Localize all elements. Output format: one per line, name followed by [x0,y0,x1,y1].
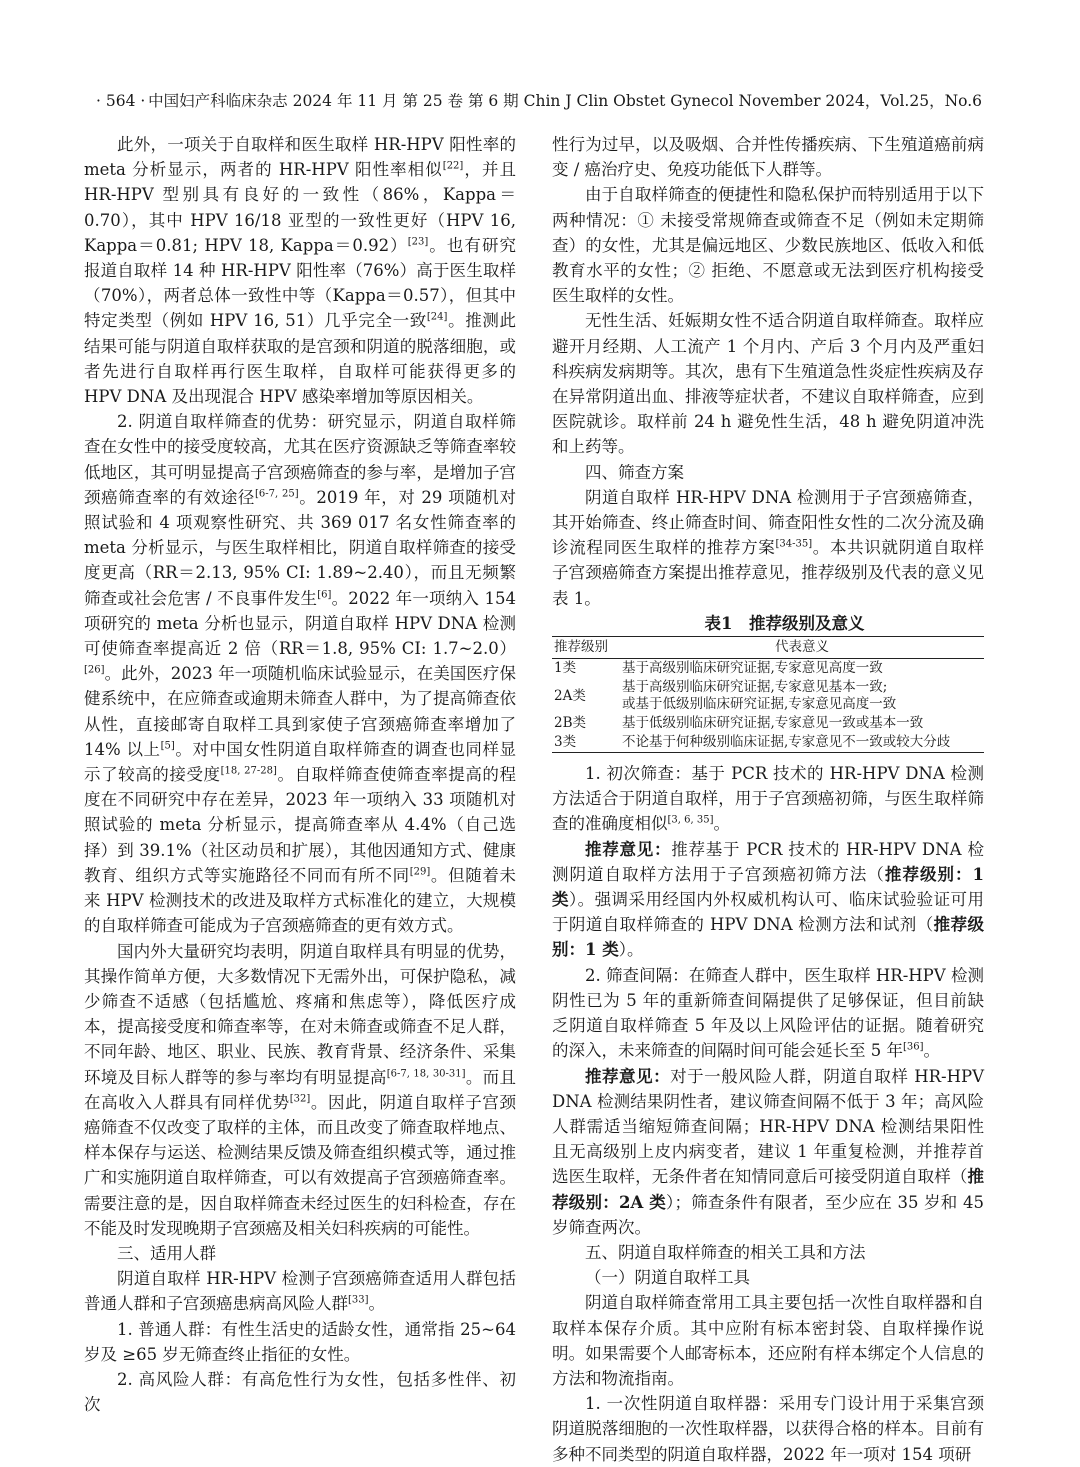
citation[interactable]: [22] [442,160,464,172]
citation[interactable]: [23] [407,236,429,248]
table-cell-level: 2B类 [554,715,587,732]
table-row [552,678,984,714]
table-caption: 表1 推荐级别及意义 [704,613,865,633]
recommendation-table [552,636,984,753]
column-header: 代表意义 [620,637,984,659]
paragraph: 推荐意见：推荐基于 PCR 技术的 HR-HPV DNA 检测阴道自取样方法用于子宫颈癌初筛方法（推荐级别：1 类）。强调采用经国内外权威机构认可、临床试验验证可用于阴道自取样筛查的 HPV DNA 检测方法和试剂（推荐级别：1 类）。 [552,839,985,960]
citation[interactable]: [18, 27-28] [220,765,277,777]
paragraph: 推荐意见：对于一般风险人群，阴道自取样 HR-HPV DNA 检测结果阴性者，建议筛查间隔不低于 3 年；高风险人群需适当缩短筛查间隔；HR-HPV DNA 检测结果阳性且无高级别上皮内病变者，建议 1 年重复检测，并推荐首选医生取样，无条件者在知情同意后可接受阴道自取样（推荐级别：2A 类）；筛查条件有限者，至少应在 35 岁和 45 岁筛查两次。 [552,1066,985,1237]
paragraph: 2. 筛查间隔：在筛查人群中，医生取样 HR-HPV 检测阴性已为 5 年的重新筛查间隔提供了足够保证，但目前缺乏阴道自取样筛查 5 年及以上风险评估的证据。随着研究的深入，未来筛查的间隔时间可能会延长至 5 年[36]。 [552,965,984,1061]
section-heading: 三、适用人群 [117,1243,216,1263]
paragraph: 国内外大量研究均表明，阴道自取样具有明显的优势，其操作简单方便，大多数情况下无需外出，可保护隐私，减少筛查不适感（包括尴尬、疼痛和焦虑等），降低医疗成本，提高接受度和筛查率等，在对未筛查或筛查不足人群，不同年龄、地区、职业、民族、教育背景、经济条件、采集环境及目标人群等的参与率均有明显提高[6-7, 18, 30-31]。而且在高收入人群具有同样优势[32]。因此，阴道自取样子宫颈癌筛查不仅改变了取样的主体，而且改变了筛查取样地点、样本保存与运送、检测结果反馈及筛查组织模式等，通过推广和实施阴道自取样筛查，可以有效提高子宫颈癌筛查率。需要注意的是，因自取样筛查未经过医生的妇科检查，存在不能及时发现晚期子宫颈癌及相关妇科疾病的可能性。 [84,941,517,1238]
citation[interactable]: [26] [84,664,105,676]
citation[interactable]: [6] [317,589,332,601]
table-cell-meaning: 不论基于何种级别临床证据,专家意见不一致或较大分歧 [622,734,951,751]
citation[interactable]: [36] [903,1041,924,1053]
paragraph: 无性生活、妊娠期女性不适合阴道自取样筛查。取样应避开月经期、人工流产 1 个月内、产后 3 个月内及严重妇科疾病发病期等。其次，患有下生殖道急性炎症性疾病及存在异常阴道出血、排液等症状者，不建议自取样筛查，应到医院就诊。取样前 24 h 避免性生活，48 h 避免阴道冲洗和上药等。 [552,311,984,457]
table-row [552,714,984,733]
table-cell-meaning: 基于高级别临床研究证据,专家意见基本一致; 或基于低级别临床研究证据,专家意见高度一致 [622,679,897,713]
recommendation-label: 推荐意见： [585,1066,671,1086]
table-cell-level: 2A类 [554,687,586,704]
paragraph: 阴道自取样 HR-HPV DNA 检测用于子宫颈癌筛查，其开始筛查、终止筛查时间、筛查阳性女性的二次分流及确诊流程同医生取样的推荐方案[34-35]。本共识就阴道自取样子宫颈癌筛查方案提出推荐意见，推荐级别及代表的意义见表 1。 [552,487,985,608]
page-number: · 564 · [96,92,146,110]
table-cell-meaning: 基于高级别临床研究证据,专家意见高度一致 [622,660,883,677]
table-cell-level: 3类 [554,734,577,751]
left-column [84,132,516,1417]
citation[interactable]: [33] [348,1294,369,1306]
citation[interactable]: [6-7, 18, 30-31] [386,1068,466,1080]
citation[interactable]: [24] [426,311,448,323]
citation[interactable]: [6-7, 25] [255,488,299,500]
column-header: 推荐级别 [552,637,620,659]
table-cell-level: 1类 [554,660,577,677]
table-row [552,659,984,679]
paragraph: 1. 初次筛查：基于 PCR 技术的 HR-HPV DNA 检测方法适合于阴道自取样，用于子宫颈癌初筛，与医生取样筛查的准确度相似[3, 6, 35]。 [552,764,984,834]
citation[interactable]: [29] [409,866,431,878]
section-heading: 五、阴道自取样筛查的相关工具和方法 [585,1242,866,1262]
paragraph: 此外，一项关于自取样和医生取样 HR-HPV 阳性率的 meta 分析显示，两者的 HR-HPV 阳性率相似[22]，并且 HR-HPV 型别具有良好的一致性（86%，Kappa＝0.70），其中 HPV 16/18 亚型的一致性更好（HPV 16, Kappa＝0.81; HPV 18, Kappa＝0.92）[23]。也有研究报道自取样 14 种 HR-HPV 阳性率（76%）高于医生取样（70%），两者总体一致性中等（Kappa＝0.57），但其中特定类型（例如 HPV 16, 51）几乎完全一致[24]。推测此结果可能与阴道自取样获取的是宫颈和阴道的脱落细胞，或者先进行自取样再行医生取样，自取样可能获得更多的 HPV DNA 及出现混合 HPV 感染率增加等原因相关。 [84,135,517,407]
paragraph: 性行为过早，以及吸烟、合并性传播疾病、下生殖道癌前病变 / 癌治疗史、免疫功能低下人群等。 [552,135,984,180]
paragraph: 阴道自取样 HR-HPV 检测子宫颈癌筛查适用人群包括普通人群和子宫颈癌患病高风险人群[33]。 [84,1269,516,1314]
running-header [96,88,982,114]
paragraph: 1. 一次性阴道自取样器：采用专门设计用于采集宫颈阴道脱落细胞的一次性取样器，以获得合格的样本。目前有多种不同类型的阴道自取样器，2022 年一项对 154 项研 [552,1394,984,1464]
paragraph: 1. 普通人群：有性生活史的适龄女性，通常指 25~64 岁及 ≥65 岁无筛查终止指征的女性。 [84,1319,516,1364]
paragraph: 由于自取样筛查的便捷性和隐私保护而特别适用于以下两种情况：① 未接受常规筛查或筛查不足（例如未定期筛查）的女性，尤其是偏远地区、少数民族地区、低收入和低教育水平的女性；② 拒绝、不愿意或无法到医疗机构接受医生取样的女性。 [552,185,984,306]
journal-citation: 中国妇产科临床杂志 2024 年 11 月 第 25 卷 第 6 期 Chin J Clin Obstet Gynecol November 2024，Vol.25，No.6 [148,92,982,110]
table-header-row [552,637,984,659]
section-heading: 四、筛查方案 [585,462,684,482]
citation[interactable]: [3, 6, 35] [667,814,714,826]
paragraph: 阴道自取样筛查常用工具主要包括一次性自取样器和自取样本保存介质。其中应附有标本密封袋、自取样操作说明。如果需要个人邮寄标本，还应附有样本绑定个人信息的方法和物流指南。 [552,1293,984,1388]
right-column [552,132,984,1467]
paragraph: 2. 高风险人群：有高危性行为女性，包括多性伴、初次 [84,1369,516,1415]
recommendation-label: 推荐意见： [585,839,672,859]
table-row [552,733,984,753]
table-cell-meaning: 基于低级别临床研究证据,专家意见一致或基本一致 [622,715,924,732]
citation[interactable]: [5] [160,740,175,752]
citation[interactable]: [32] [289,1093,311,1105]
citation[interactable]: [34-35] [775,538,813,550]
subsection-heading: （一）阴道自取样工具 [585,1268,750,1288]
paragraph: 2. 阴道自取样筛查的优势：研究显示，阴道自取样筛查在女性中的接受度较高，尤其在医疗资源缺乏等筛查率较低地区，其可明显提高子宫颈癌筛查的参与率，是增加子宫颈癌筛查率的有效途径[6-7, 25]。2019 年，对 29 项随机对照试验和 4 项观察性研究、共 369 017 名女性筛查率的 meta 分析显示，与医生取样相比，阴道自取样筛查的接受度更高（RR＝2.13, 95% CI: 1.89~2.40），而且无频繁筛查或社会危害 / 不良事件发生[6]。2022 年一项纳入 154 项研究的 meta 分析也显示，阴道自取样 HPV DNA 检测可使筛查率提高近 2 倍（RR＝1.8, 95% CI: 1.7~2.0）[26]。此外，2023 年一项随机临床试验显示，在美国医疗保健系统中，在应筛查或逾期未筛查人群中，为了提高筛查依从性，直接邮寄自取样工具到家使子宫颈癌筛查率增加了 14% 以上[5]。对中国女性阴道自取样筛查的调查也同样显示了较高的接受度[18, 27-28]。自取样筛查使筛查率提高的程度在不同研究中存在差异，2023 年一项纳入 33 项随机对照试验的 meta 分析显示，提高筛查率从 4.4%（自己选择）到 39.1%（社区动员和扩展），其他因通知方式、健康教育、组织方式等实施路径不同而有所不同[29]。但随着未来 HPV 检测技术的改进及取样方式标准化的建立，大规模的自取样筛查可能成为子宫颈癌筛查的更有效方式。 [84,412,517,936]
